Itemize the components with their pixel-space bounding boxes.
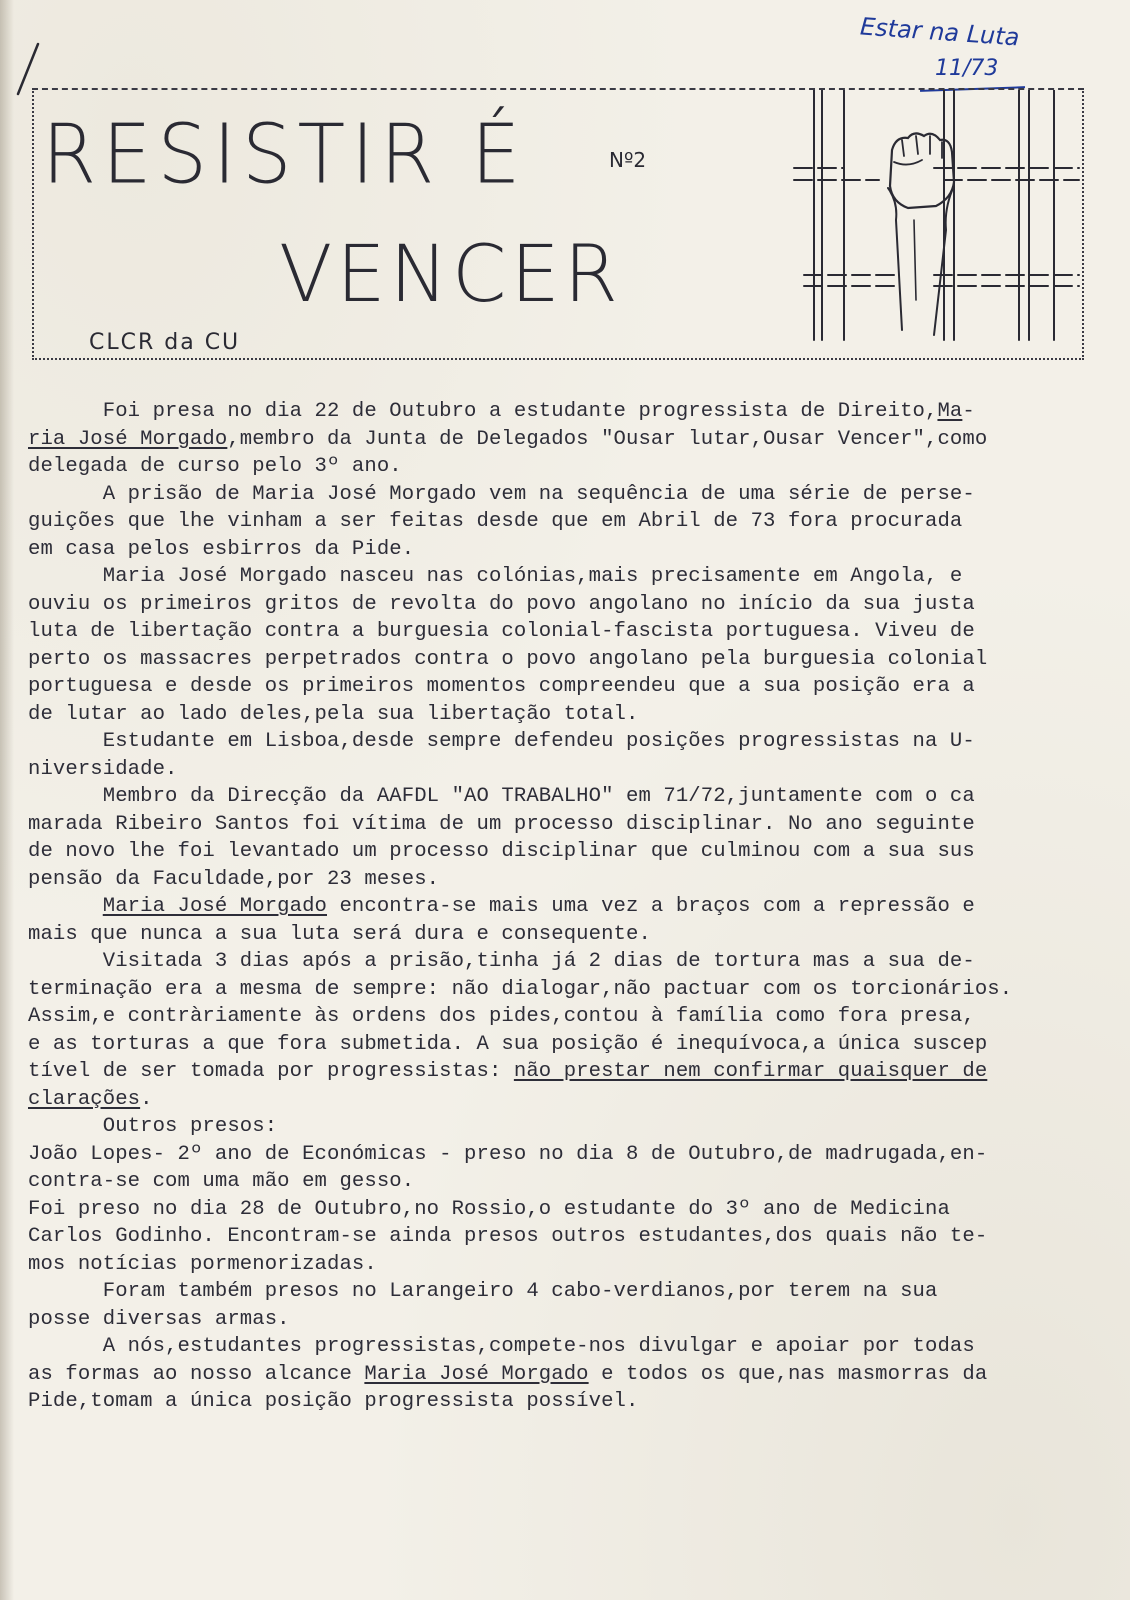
- article-line: A nós,estudantes progressistas,compete-nos divulgar e apoiar por todas: [28, 1335, 975, 1358]
- article-line: posse diversas armas.: [28, 1307, 290, 1331]
- article-line: A prisão de Maria José Morgado vem na sequência de uma série de perse-: [28, 482, 975, 506]
- masthead-title-line1: RESISTIR É: [42, 107, 527, 203]
- issue-number: Nº2: [609, 148, 647, 172]
- underlined-phrase: não prestar nem confirmar quaisquer de: [513, 1060, 988, 1083]
- article-line: Estudante em Lisboa,desde sempre defendeu posições progressistas na U-: [28, 730, 975, 753]
- article-line: em casa pelos esbirros da Pide.: [28, 537, 415, 561]
- article-line: Carlos Godinho. Encontram-se ainda presos outros estudantes,dos quais não te-: [28, 1225, 988, 1248]
- article-line: tível de ser tomada por progressistas: não prestar nem confirmar quaisquer de: [28, 1060, 988, 1083]
- article-line: de lutar ao lado deles,pela sua libertação total.: [28, 702, 639, 726]
- underlined-phrase: Ma: [937, 400, 963, 423]
- article-line: ouviu os primeiros gritos de revolta do povo angolano no início da sua justa: [28, 592, 975, 616]
- article-line: guições que lhe vinham a ser feitas desde que em Abril de 73 fora procurada: [28, 510, 963, 533]
- article-line: as formas ao nosso alcance Maria José Morgado e todos os que,nas masmorras da: [28, 1362, 988, 1386]
- organization-signature: CLCR da CU: [89, 330, 241, 355]
- article-line: clarações.: [28, 1087, 153, 1111]
- underlined-phrase: Maria José Morgado: [102, 895, 327, 918]
- article-body: [28, 398, 1098, 1416]
- article-line: ria José Morgado,membro da Junta de Delegados "Ousar lutar,Ousar Vencer",como: [28, 427, 988, 451]
- masthead: [32, 88, 1084, 360]
- article-line: terminação era a mesma de sempre: não dialogar,não pactuar com os torcionários.: [28, 977, 1013, 1001]
- archive-note-title: Estar na Luta: [859, 12, 1021, 52]
- article-line: mos notícias pormenorizadas.: [28, 1252, 377, 1276]
- article-line: Membro da Direcção da AAFDL "AO TRABALHO" em 71/72,juntamente com o ca: [28, 785, 975, 808]
- article-line: Foram também presos no Larangeiro 4 cabo-verdianos,por terem na sua: [28, 1280, 938, 1303]
- article-line: Foi preso no dia 28 de Outubro,no Rossio,o estudante do 3º ano de Medicina: [28, 1197, 950, 1221]
- article-line: contra-se com uma mão em gesso.: [28, 1170, 415, 1193]
- archive-note-date: 11/73: [935, 56, 999, 81]
- article-line: Maria José Morgado encontra-se mais uma vez a braços com a repressão e: [102, 895, 975, 918]
- article-line: delegada de curso pelo 3º ano.: [28, 455, 402, 478]
- article-line: pensão da Faculdade,por 23 meses.: [28, 867, 440, 891]
- article-line: João Lopes- 2º ano de Económicas - preso no dia 8 de Outubro,de madrugada,en-: [28, 1142, 988, 1166]
- article-line: de novo lhe foi levantado um processo disciplinar que culminou com a sua sus: [28, 840, 975, 863]
- underlined-phrase: ria José Morgado: [28, 427, 228, 451]
- article-line: Visitada 3 dias após a prisão,tinha já 2 dias de tortura mas a sua de-: [28, 950, 975, 973]
- article-line: niversidade.: [28, 757, 178, 781]
- article-line: luta de libertação contra a burguesia colonial-fascista portuguesa. Viveu de: [28, 620, 975, 643]
- article-line: e as torturas a que fora submetida. A sua posição é inequívoca,a única suscep: [28, 1032, 988, 1056]
- article-line: mais que nunca a sua luta será dura e consequente.: [28, 922, 651, 946]
- masthead-title-line2: VENCER: [279, 230, 622, 320]
- article-line: Outros presos:: [28, 1115, 278, 1138]
- underlined-phrase: Maria José Morgado: [364, 1362, 589, 1386]
- article-line: Assim,e contràriamente às ordens dos pides,contou à família como fora presa,: [28, 1005, 975, 1028]
- page-edge-shadow: [0, 0, 14, 1600]
- article-line: marada Ribeiro Santos foi vítima de um processo disciplinar. No ano seguinte: [28, 812, 975, 836]
- underlined-phrase: clarações: [28, 1087, 141, 1111]
- article-line: Maria José Morgado nasceu nas colónias,mais precisamente em Angola, e: [28, 565, 963, 588]
- article-line: perto os massacres perpetrados contra o povo angolano pela burguesia colonial: [28, 647, 988, 671]
- article-line: portuguesa e desde os primeiros momentos compreendeu que a sua posição era a: [28, 675, 975, 698]
- article-line: Pide,tomam a única posição progressista possível.: [28, 1390, 639, 1413]
- raised-fist-behind-bars-icon: [784, 90, 1084, 358]
- handwritten-archive-note: [850, 14, 1050, 94]
- article-line: Foi presa no dia 22 de Outubro a estudante progressista de Direito,Ma-: [28, 400, 975, 423]
